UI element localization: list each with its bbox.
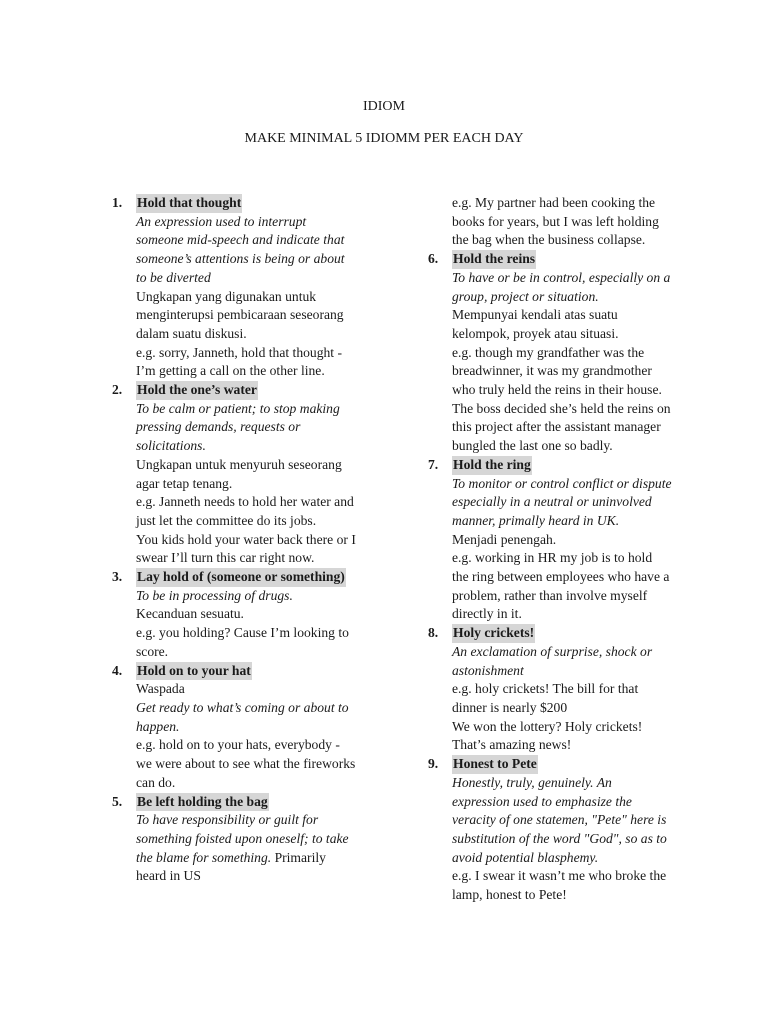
text-line — [136, 512, 374, 531]
plain-text: Primarily — [271, 849, 326, 865]
idiom-body — [112, 587, 374, 662]
definition-text: solicitations. — [136, 438, 206, 454]
definition-line — [452, 288, 690, 307]
definition-line — [452, 830, 690, 849]
plain-text: You kids hold your water back there or I — [136, 531, 356, 547]
definition-text: someone mid-speech and indicate that — [136, 232, 345, 248]
text-line — [452, 736, 690, 755]
text-line — [136, 680, 374, 699]
definition-line — [452, 774, 690, 793]
text-line — [452, 605, 690, 624]
definition-line — [136, 587, 374, 606]
idiom-title: Hold the ring — [452, 456, 532, 475]
plain-text: just let the committee do its jobs. — [136, 512, 317, 528]
definition-line — [136, 699, 374, 718]
plain-text: e.g. sorry, Janneth, hold that thought - — [136, 344, 343, 360]
definition-line — [136, 830, 374, 849]
text-line: the bag when the business collapse. — [452, 232, 646, 248]
text-line — [452, 568, 690, 587]
text-line — [136, 475, 374, 494]
idiom-title: Holy crickets! — [452, 624, 535, 643]
plain-text: who truly held the reins in their house. — [452, 382, 662, 398]
idiom-item — [112, 793, 374, 887]
plain-text: breadwinner, it was my grandmother — [452, 363, 652, 379]
text-line — [136, 755, 374, 774]
definition-text: To monitor or control conflict or dispute — [452, 475, 672, 491]
plain-text: I’m getting a call on the other line. — [136, 363, 325, 379]
plain-text: The boss decided she’s held the reins on — [452, 400, 671, 416]
definition-text: Honestly, truly, genuinely. An — [452, 774, 612, 790]
plain-text: Waspada — [136, 681, 185, 697]
text-line — [136, 362, 374, 381]
definition-text: An exclamation of surprise, shock or — [452, 643, 653, 659]
definition-line — [136, 418, 374, 437]
idiom-item — [112, 194, 374, 381]
continued-text — [428, 194, 690, 250]
plain-text: the ring between employees who have a — [452, 569, 670, 585]
plain-text: We won the lottery? Holy crickets! — [452, 718, 643, 734]
text-line — [136, 288, 374, 307]
idiom-title: Hold the reins — [452, 250, 536, 269]
plain-text: bungled the last one so badly. — [452, 438, 613, 454]
definition-line — [136, 269, 374, 288]
plain-text: directly in it. — [452, 606, 522, 622]
idiom-title: Hold that thought — [136, 194, 242, 213]
idiom-body — [112, 400, 374, 568]
text-line — [452, 437, 690, 456]
idiom-number: 5. — [112, 793, 123, 809]
idiom-title: Be left holding the bag — [136, 793, 269, 812]
plain-text: e.g. holy crickets! The bill for that — [452, 681, 639, 697]
definition-line — [452, 475, 690, 494]
plain-text: e.g. Janneth needs to hold her water and — [136, 494, 354, 510]
plain-text: can do. — [136, 774, 176, 790]
definition-text: manner, primally heard in UK. — [452, 512, 620, 528]
text-line — [136, 549, 374, 568]
text-line — [136, 493, 374, 512]
plain-text: menginterupsi pembicaraan seseorang — [136, 307, 344, 323]
document-subtitle: MAKE MINIMAL 5 IDIOMM PER EACH DAY — [244, 131, 524, 146]
definition-text: group, project or situation. — [452, 288, 599, 304]
text-line — [452, 381, 690, 400]
plain-text: Mempunyai kendali atas suatu — [452, 307, 618, 323]
idiom-item — [428, 755, 690, 905]
text-line — [452, 867, 690, 886]
plain-text: e.g. hold on to your hats, everybody - — [136, 737, 340, 753]
text-line — [452, 680, 690, 699]
idiom-number: 7. — [428, 456, 439, 472]
definition-line — [136, 400, 374, 419]
definition-text: the blame for something. — [136, 849, 272, 865]
definition-text: something foisted upon oneself; to take — [136, 830, 349, 846]
definition-line — [136, 437, 374, 456]
plain-text: swear I’ll turn this car right now. — [136, 550, 315, 566]
idiom-heading — [112, 381, 374, 400]
text-line: e.g. My partner had been cooking the — [452, 195, 656, 210]
plain-text: kelompok, proyek atau situasi. — [452, 325, 619, 341]
text-line — [452, 362, 690, 381]
definition-line — [136, 811, 374, 830]
text-line — [452, 699, 690, 718]
text-line — [452, 418, 690, 437]
definition-text: someone’s attentions is being or about — [136, 251, 345, 267]
plain-text: dalam suatu diskusi. — [136, 325, 247, 341]
text-line — [136, 456, 374, 475]
idiom-body — [428, 643, 690, 755]
plain-text: score. — [136, 643, 169, 659]
text-line — [136, 736, 374, 755]
idiom-heading — [112, 662, 374, 681]
idiom-heading — [112, 194, 374, 213]
definition-line — [136, 718, 374, 737]
idiom-body — [112, 680, 374, 792]
definition-line — [452, 849, 690, 868]
definition-text: substitution of the word "God", so as to — [452, 830, 667, 846]
definition-text: veracity of one statemen, "Pete" here is — [452, 812, 667, 828]
document-title: IDIOM — [363, 99, 405, 114]
plain-text: That’s amazing news! — [452, 737, 572, 753]
idiom-body — [428, 269, 690, 456]
idiom-title: Lay hold of (someone or something) — [136, 568, 346, 587]
plain-text: Ungkapan yang digunakan untuk — [136, 288, 317, 304]
text-line — [136, 624, 374, 643]
definition-text: astonishment — [452, 662, 524, 678]
idiom-body — [112, 213, 374, 381]
text-line — [136, 643, 374, 662]
definition-line — [452, 811, 690, 830]
idiom-body — [112, 811, 374, 886]
idiom-item — [112, 568, 374, 662]
text-line — [452, 718, 690, 737]
text-line — [452, 549, 690, 568]
definition-line — [452, 643, 690, 662]
plain-text: e.g. you holding? Cause I’m looking to — [136, 625, 349, 641]
plain-text: e.g. I swear it wasn’t me who broke the — [452, 868, 667, 884]
definition-text: expression used to emphasize the — [452, 793, 632, 809]
idiom-title: Honest to Pete — [452, 755, 538, 774]
definition-line — [136, 213, 374, 232]
definition-text: avoid potential blasphemy. — [452, 849, 599, 865]
definition-text: pressing demands, requests or — [136, 419, 301, 435]
definition-line — [452, 662, 690, 681]
plain-text: problem, rather than involve myself — [452, 587, 648, 603]
right-column — [428, 194, 690, 905]
idiom-body — [428, 475, 690, 625]
plain-text: e.g. though my grandfather was the — [452, 344, 645, 360]
definition-line — [452, 493, 690, 512]
plain-text: heard in US — [136, 868, 201, 884]
idiom-number: 8. — [428, 625, 439, 641]
definition-text: To be in processing of drugs. — [136, 587, 293, 603]
text-line — [136, 867, 374, 886]
idiom-heading — [428, 456, 690, 475]
idiom-number: 9. — [428, 756, 439, 772]
definition-line — [136, 231, 374, 250]
idiom-number: 2. — [112, 382, 123, 398]
idiom-title: Hold on to your hat — [136, 662, 252, 681]
idiom-number: 1. — [112, 195, 123, 210]
text-line: books for years, but I was left holding — [452, 213, 659, 229]
plain-text: agar tetap tenang. — [136, 475, 233, 491]
definition-text: To be calm or patient; to stop making — [136, 400, 340, 416]
idiom-heading — [112, 568, 374, 587]
idiom-number: 3. — [112, 569, 123, 585]
idiom-item — [428, 456, 690, 624]
idiom-heading — [112, 793, 374, 812]
text-line — [136, 774, 374, 793]
text-line — [136, 531, 374, 550]
text-line — [452, 306, 690, 325]
text-line — [452, 587, 690, 606]
idiom-item — [428, 624, 690, 755]
text-line — [452, 344, 690, 363]
text-line — [136, 605, 374, 624]
idiom-number: 6. — [428, 251, 439, 267]
plain-text: e.g. working in HR my job is to hold — [452, 550, 653, 566]
left-column — [112, 194, 374, 886]
plain-text: this project after the assistant manager — [452, 419, 661, 435]
definition-text: Get ready to what’s coming or about to — [136, 699, 349, 715]
definition-text: to be diverted — [136, 269, 211, 285]
definition-text: To have or be in control, especially on a — [452, 269, 671, 285]
idiom-item — [428, 250, 690, 456]
plain-text: Menjadi penengah. — [452, 531, 557, 547]
definition-text: especially in a neutral or uninvolved — [452, 494, 652, 510]
definition-line — [452, 269, 690, 288]
text-line — [452, 325, 690, 344]
plain-text: dinner is nearly $200 — [452, 699, 568, 715]
plain-text: we were about to see what the fireworks — [136, 756, 356, 772]
definition-text: happen. — [136, 718, 180, 734]
definition-text: An expression used to interrupt — [136, 213, 307, 229]
idiom-title: Hold the one’s water — [136, 381, 258, 400]
idiom-body — [428, 774, 690, 905]
idiom-item — [112, 662, 374, 793]
idiom-heading — [428, 250, 690, 269]
definition-text: To have responsibility or guilt for — [136, 812, 319, 828]
idiom-item — [112, 381, 374, 568]
plain-text: Kecanduan sesuatu. — [136, 606, 244, 622]
definition-line — [136, 250, 374, 269]
definition-line — [452, 793, 690, 812]
text-line — [452, 531, 690, 550]
text-line — [452, 400, 690, 419]
text-line — [452, 886, 690, 905]
text-line — [136, 306, 374, 325]
plain-text: lamp, honest to Pete! — [452, 887, 567, 903]
definition-line — [136, 849, 374, 868]
text-line — [136, 344, 374, 363]
plain-text: Ungkapan untuk menyuruh seseorang — [136, 456, 342, 472]
idiom-number: 4. — [112, 662, 123, 678]
idiom-heading — [428, 755, 690, 774]
definition-line — [452, 512, 690, 531]
idiom-heading — [428, 624, 690, 643]
text-line — [136, 325, 374, 344]
